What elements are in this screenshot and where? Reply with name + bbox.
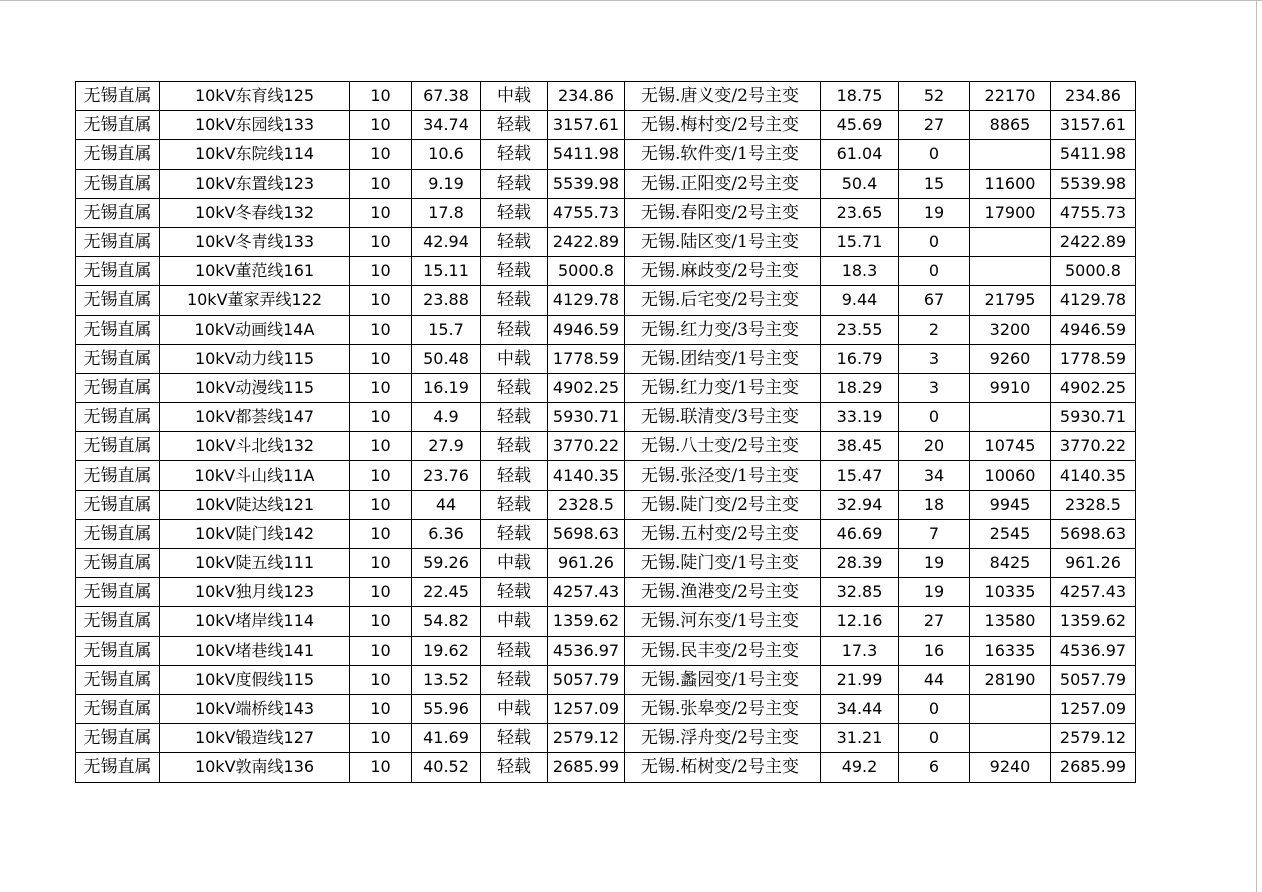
transformer-load-rate-cell: 18.29 bbox=[821, 373, 899, 402]
region-cell: 无锡直属 bbox=[76, 607, 160, 636]
table-row bbox=[76, 403, 1136, 432]
user-count-cell: 34 bbox=[899, 461, 970, 490]
available-capacity-cell: 234.86 bbox=[1051, 82, 1136, 111]
capacity-cell: 11600 bbox=[970, 169, 1051, 198]
voltage-cell: 10 bbox=[350, 169, 412, 198]
load-status-cell: 轻载 bbox=[481, 724, 548, 753]
load-rate-cell: 17.8 bbox=[412, 198, 481, 227]
voltage-cell: 10 bbox=[350, 665, 412, 694]
capacity-cell bbox=[970, 257, 1051, 286]
user-count-cell: 0 bbox=[899, 140, 970, 169]
capacity-cell: 2545 bbox=[970, 519, 1051, 548]
region-cell: 无锡直属 bbox=[76, 257, 160, 286]
load-rate-cell: 15.11 bbox=[412, 257, 481, 286]
spare-capacity-cell: 3770.22 bbox=[548, 432, 625, 461]
spare-capacity-cell: 234.86 bbox=[548, 82, 625, 111]
table-row bbox=[76, 724, 1136, 753]
voltage-cell: 10 bbox=[350, 607, 412, 636]
load-rate-cell: 44 bbox=[412, 490, 481, 519]
transformer-load-rate-cell: 12.16 bbox=[821, 607, 899, 636]
capacity-cell: 21795 bbox=[970, 286, 1051, 315]
load-rate-cell: 55.96 bbox=[412, 694, 481, 723]
load-status-cell: 中载 bbox=[481, 607, 548, 636]
line-name-cell: 10kV陡门线142 bbox=[160, 519, 350, 548]
spare-capacity-cell: 4129.78 bbox=[548, 286, 625, 315]
substation-transformer-cell: 无锡.唐义变/2号主变 bbox=[625, 82, 821, 111]
substation-transformer-cell: 无锡.柘树变/2号主变 bbox=[625, 753, 821, 782]
available-capacity-cell: 2685.99 bbox=[1051, 753, 1136, 782]
user-count-cell: 0 bbox=[899, 724, 970, 753]
line-name-cell: 10kV锻造线127 bbox=[160, 724, 350, 753]
transformer-load-rate-cell: 18.75 bbox=[821, 82, 899, 111]
voltage-cell: 10 bbox=[350, 403, 412, 432]
spare-capacity-cell: 4946.59 bbox=[548, 315, 625, 344]
substation-transformer-cell: 无锡.陡门变/1号主变 bbox=[625, 549, 821, 578]
load-rate-cell: 15.7 bbox=[412, 315, 481, 344]
table-row bbox=[76, 227, 1136, 256]
available-capacity-cell: 4140.35 bbox=[1051, 461, 1136, 490]
voltage-cell: 10 bbox=[350, 198, 412, 227]
user-count-cell: 0 bbox=[899, 227, 970, 256]
region-cell: 无锡直属 bbox=[76, 286, 160, 315]
spare-capacity-cell: 2328.5 bbox=[548, 490, 625, 519]
voltage-cell: 10 bbox=[350, 549, 412, 578]
voltage-cell: 10 bbox=[350, 227, 412, 256]
load-rate-cell: 9.19 bbox=[412, 169, 481, 198]
substation-transformer-cell: 无锡.张皋变/2号主变 bbox=[625, 694, 821, 723]
line-name-cell: 10kV东园线133 bbox=[160, 111, 350, 140]
table-row bbox=[76, 286, 1136, 315]
spare-capacity-cell: 5000.8 bbox=[548, 257, 625, 286]
table-row bbox=[76, 753, 1136, 782]
line-name-cell: 10kV端桥线143 bbox=[160, 694, 350, 723]
available-capacity-cell: 5000.8 bbox=[1051, 257, 1136, 286]
substation-transformer-cell: 无锡.五村变/2号主变 bbox=[625, 519, 821, 548]
region-cell: 无锡直属 bbox=[76, 578, 160, 607]
load-status-cell: 轻载 bbox=[481, 432, 548, 461]
line-name-cell: 10kV冬青线133 bbox=[160, 227, 350, 256]
transformer-load-rate-cell: 33.19 bbox=[821, 403, 899, 432]
substation-transformer-cell: 无锡.陡门变/2号主变 bbox=[625, 490, 821, 519]
capacity-cell: 22170 bbox=[970, 82, 1051, 111]
available-capacity-cell: 3157.61 bbox=[1051, 111, 1136, 140]
available-capacity-cell: 5411.98 bbox=[1051, 140, 1136, 169]
user-count-cell: 19 bbox=[899, 578, 970, 607]
substation-transformer-cell: 无锡.河东变/1号主变 bbox=[625, 607, 821, 636]
substation-transformer-cell: 无锡.民丰变/2号主变 bbox=[625, 636, 821, 665]
available-capacity-cell: 1359.62 bbox=[1051, 607, 1136, 636]
load-status-cell: 轻载 bbox=[481, 461, 548, 490]
spare-capacity-cell: 4755.73 bbox=[548, 198, 625, 227]
user-count-cell: 2 bbox=[899, 315, 970, 344]
spare-capacity-cell: 2579.12 bbox=[548, 724, 625, 753]
line-name-cell: 10kV动力线115 bbox=[160, 344, 350, 373]
load-rate-cell: 4.9 bbox=[412, 403, 481, 432]
region-cell: 无锡直属 bbox=[76, 519, 160, 548]
load-rate-cell: 10.6 bbox=[412, 140, 481, 169]
transformer-load-rate-cell: 49.2 bbox=[821, 753, 899, 782]
load-rate-cell: 19.62 bbox=[412, 636, 481, 665]
load-rate-cell: 6.36 bbox=[412, 519, 481, 548]
spare-capacity-cell: 1257.09 bbox=[548, 694, 625, 723]
substation-transformer-cell: 无锡.张泾变/1号主变 bbox=[625, 461, 821, 490]
substation-transformer-cell: 无锡.联清变/3号主变 bbox=[625, 403, 821, 432]
load-status-cell: 轻载 bbox=[481, 403, 548, 432]
user-count-cell: 27 bbox=[899, 607, 970, 636]
transformer-load-rate-cell: 50.4 bbox=[821, 169, 899, 198]
line-name-cell: 10kV董家弄线122 bbox=[160, 286, 350, 315]
capacity-cell bbox=[970, 227, 1051, 256]
capacity-cell bbox=[970, 694, 1051, 723]
load-rate-cell: 50.48 bbox=[412, 344, 481, 373]
substation-transformer-cell: 无锡.浮舟变/2号主变 bbox=[625, 724, 821, 753]
spare-capacity-cell: 2685.99 bbox=[548, 753, 625, 782]
available-capacity-cell: 1257.09 bbox=[1051, 694, 1136, 723]
table-row bbox=[76, 461, 1136, 490]
load-status-cell: 轻载 bbox=[481, 198, 548, 227]
available-capacity-cell: 4536.97 bbox=[1051, 636, 1136, 665]
spare-capacity-cell: 4140.35 bbox=[548, 461, 625, 490]
load-status-cell: 轻载 bbox=[481, 111, 548, 140]
line-name-cell: 10kV东育线125 bbox=[160, 82, 350, 111]
capacity-cell: 16335 bbox=[970, 636, 1051, 665]
transformer-load-rate-cell: 46.69 bbox=[821, 519, 899, 548]
region-cell: 无锡直属 bbox=[76, 665, 160, 694]
user-count-cell: 52 bbox=[899, 82, 970, 111]
table-row bbox=[76, 578, 1136, 607]
transformer-load-rate-cell: 28.39 bbox=[821, 549, 899, 578]
voltage-cell: 10 bbox=[350, 578, 412, 607]
capacity-cell: 8865 bbox=[970, 111, 1051, 140]
transformer-load-rate-cell: 9.44 bbox=[821, 286, 899, 315]
spare-capacity-cell: 3157.61 bbox=[548, 111, 625, 140]
transformer-load-rate-cell: 34.44 bbox=[821, 694, 899, 723]
table-row bbox=[76, 344, 1136, 373]
table-row bbox=[76, 636, 1136, 665]
voltage-cell: 10 bbox=[350, 140, 412, 169]
load-status-cell: 轻载 bbox=[481, 140, 548, 169]
load-rate-cell: 54.82 bbox=[412, 607, 481, 636]
region-cell: 无锡直属 bbox=[76, 636, 160, 665]
line-name-cell: 10kV东置线123 bbox=[160, 169, 350, 198]
line-name-cell: 10kV董范线161 bbox=[160, 257, 350, 286]
substation-transformer-cell: 无锡.麻歧变/2号主变 bbox=[625, 257, 821, 286]
user-count-cell: 20 bbox=[899, 432, 970, 461]
region-cell: 无锡直属 bbox=[76, 140, 160, 169]
region-cell: 无锡直属 bbox=[76, 432, 160, 461]
available-capacity-cell: 1778.59 bbox=[1051, 344, 1136, 373]
voltage-cell: 10 bbox=[350, 636, 412, 665]
substation-transformer-cell: 无锡.梅村变/2号主变 bbox=[625, 111, 821, 140]
load-status-cell: 轻载 bbox=[481, 169, 548, 198]
available-capacity-cell: 4129.78 bbox=[1051, 286, 1136, 315]
region-cell: 无锡直属 bbox=[76, 315, 160, 344]
load-status-cell: 轻载 bbox=[481, 636, 548, 665]
spare-capacity-cell: 5930.71 bbox=[548, 403, 625, 432]
capacity-cell: 13580 bbox=[970, 607, 1051, 636]
load-rate-cell: 13.52 bbox=[412, 665, 481, 694]
load-rate-cell: 59.26 bbox=[412, 549, 481, 578]
region-cell: 无锡直属 bbox=[76, 694, 160, 723]
table-row bbox=[76, 315, 1136, 344]
region-cell: 无锡直属 bbox=[76, 82, 160, 111]
region-cell: 无锡直属 bbox=[76, 490, 160, 519]
available-capacity-cell: 5057.79 bbox=[1051, 665, 1136, 694]
table-row bbox=[76, 519, 1136, 548]
substation-transformer-cell: 无锡.后宅变/2号主变 bbox=[625, 286, 821, 315]
capacity-cell bbox=[970, 140, 1051, 169]
line-name-cell: 10kV陡达线121 bbox=[160, 490, 350, 519]
voltage-cell: 10 bbox=[350, 519, 412, 548]
load-status-cell: 轻载 bbox=[481, 665, 548, 694]
available-capacity-cell: 2422.89 bbox=[1051, 227, 1136, 256]
available-capacity-cell: 4946.59 bbox=[1051, 315, 1136, 344]
transformer-load-rate-cell: 45.69 bbox=[821, 111, 899, 140]
user-count-cell: 0 bbox=[899, 403, 970, 432]
transformer-load-rate-cell: 32.85 bbox=[821, 578, 899, 607]
spare-capacity-cell: 5411.98 bbox=[548, 140, 625, 169]
load-status-cell: 轻载 bbox=[481, 315, 548, 344]
capacity-cell: 17900 bbox=[970, 198, 1051, 227]
user-count-cell: 16 bbox=[899, 636, 970, 665]
region-cell: 无锡直属 bbox=[76, 111, 160, 140]
capacity-cell: 9240 bbox=[970, 753, 1051, 782]
load-rate-cell: 23.76 bbox=[412, 461, 481, 490]
capacity-cell: 10335 bbox=[970, 578, 1051, 607]
region-cell: 无锡直属 bbox=[76, 724, 160, 753]
voltage-cell: 10 bbox=[350, 373, 412, 402]
region-cell: 无锡直属 bbox=[76, 169, 160, 198]
region-cell: 无锡直属 bbox=[76, 461, 160, 490]
line-name-cell: 10kV度假线115 bbox=[160, 665, 350, 694]
capacity-cell: 28190 bbox=[970, 665, 1051, 694]
table-row bbox=[76, 373, 1136, 402]
available-capacity-cell: 4257.43 bbox=[1051, 578, 1136, 607]
region-cell: 无锡直属 bbox=[76, 753, 160, 782]
table-row bbox=[76, 82, 1136, 111]
available-capacity-cell: 5698.63 bbox=[1051, 519, 1136, 548]
load-status-cell: 轻载 bbox=[481, 490, 548, 519]
table-row bbox=[76, 257, 1136, 286]
capacity-cell: 10060 bbox=[970, 461, 1051, 490]
load-status-cell: 轻载 bbox=[481, 578, 548, 607]
voltage-cell: 10 bbox=[350, 257, 412, 286]
voltage-cell: 10 bbox=[350, 82, 412, 111]
line-name-cell: 10kV斗北线132 bbox=[160, 432, 350, 461]
table-row bbox=[76, 111, 1136, 140]
load-status-cell: 轻载 bbox=[481, 373, 548, 402]
capacity-cell: 9945 bbox=[970, 490, 1051, 519]
table-row bbox=[76, 549, 1136, 578]
load-rate-cell: 42.94 bbox=[412, 227, 481, 256]
region-cell: 无锡直属 bbox=[76, 373, 160, 402]
transformer-load-rate-cell: 31.21 bbox=[821, 724, 899, 753]
table-row bbox=[76, 140, 1136, 169]
spare-capacity-cell: 5539.98 bbox=[548, 169, 625, 198]
line-name-cell: 10kV堵巷线141 bbox=[160, 636, 350, 665]
load-status-cell: 中载 bbox=[481, 344, 548, 373]
table-row bbox=[76, 432, 1136, 461]
load-rate-cell: 41.69 bbox=[412, 724, 481, 753]
transformer-load-rate-cell: 21.99 bbox=[821, 665, 899, 694]
user-count-cell: 3 bbox=[899, 344, 970, 373]
user-count-cell: 19 bbox=[899, 198, 970, 227]
transformer-load-rate-cell: 18.3 bbox=[821, 257, 899, 286]
load-rate-cell: 40.52 bbox=[412, 753, 481, 782]
spare-capacity-cell: 1778.59 bbox=[548, 344, 625, 373]
user-count-cell: 6 bbox=[899, 753, 970, 782]
voltage-cell: 10 bbox=[350, 315, 412, 344]
table-row bbox=[76, 490, 1136, 519]
line-name-cell: 10kV东院线114 bbox=[160, 140, 350, 169]
capacity-cell: 3200 bbox=[970, 315, 1051, 344]
line-name-cell: 10kV陡五线111 bbox=[160, 549, 350, 578]
region-cell: 无锡直属 bbox=[76, 344, 160, 373]
line-name-cell: 10kV都荟线147 bbox=[160, 403, 350, 432]
available-capacity-cell: 4755.73 bbox=[1051, 198, 1136, 227]
load-status-cell: 中载 bbox=[481, 549, 548, 578]
transformer-load-rate-cell: 23.65 bbox=[821, 198, 899, 227]
voltage-cell: 10 bbox=[350, 724, 412, 753]
load-status-cell: 轻载 bbox=[481, 227, 548, 256]
spare-capacity-cell: 4257.43 bbox=[548, 578, 625, 607]
load-status-cell: 轻载 bbox=[481, 753, 548, 782]
voltage-cell: 10 bbox=[350, 111, 412, 140]
capacity-cell: 9910 bbox=[970, 373, 1051, 402]
capacity-cell bbox=[970, 724, 1051, 753]
capacity-cell: 9260 bbox=[970, 344, 1051, 373]
user-count-cell: 0 bbox=[899, 694, 970, 723]
transformer-load-rate-cell: 16.79 bbox=[821, 344, 899, 373]
spare-capacity-cell: 5698.63 bbox=[548, 519, 625, 548]
region-cell: 无锡直属 bbox=[76, 198, 160, 227]
line-name-cell: 10kV冬春线132 bbox=[160, 198, 350, 227]
transformer-load-rate-cell: 17.3 bbox=[821, 636, 899, 665]
transformer-load-rate-cell: 15.47 bbox=[821, 461, 899, 490]
user-count-cell: 3 bbox=[899, 373, 970, 402]
spare-capacity-cell: 961.26 bbox=[548, 549, 625, 578]
load-rate-cell: 34.74 bbox=[412, 111, 481, 140]
user-count-cell: 44 bbox=[899, 665, 970, 694]
substation-transformer-cell: 无锡.红力变/3号主变 bbox=[625, 315, 821, 344]
user-count-cell: 7 bbox=[899, 519, 970, 548]
page-top-border bbox=[0, 0, 1262, 1]
voltage-cell: 10 bbox=[350, 753, 412, 782]
voltage-cell: 10 bbox=[350, 432, 412, 461]
available-capacity-cell: 2328.5 bbox=[1051, 490, 1136, 519]
voltage-cell: 10 bbox=[350, 344, 412, 373]
feeder-load-table bbox=[75, 81, 1136, 783]
table-row bbox=[76, 665, 1136, 694]
load-status-cell: 轻载 bbox=[481, 257, 548, 286]
load-status-cell: 中载 bbox=[481, 82, 548, 111]
user-count-cell: 67 bbox=[899, 286, 970, 315]
spare-capacity-cell: 2422.89 bbox=[548, 227, 625, 256]
substation-transformer-cell: 无锡.春阳变/2号主变 bbox=[625, 198, 821, 227]
line-name-cell: 10kV独月线123 bbox=[160, 578, 350, 607]
spare-capacity-cell: 5057.79 bbox=[548, 665, 625, 694]
page-right-border bbox=[1256, 0, 1257, 892]
transformer-load-rate-cell: 38.45 bbox=[821, 432, 899, 461]
line-name-cell: 10kV堵岸线114 bbox=[160, 607, 350, 636]
available-capacity-cell: 961.26 bbox=[1051, 549, 1136, 578]
load-rate-cell: 22.45 bbox=[412, 578, 481, 607]
available-capacity-cell: 5539.98 bbox=[1051, 169, 1136, 198]
data-sheet bbox=[75, 81, 1136, 783]
line-name-cell: 10kV敦南线136 bbox=[160, 753, 350, 782]
voltage-cell: 10 bbox=[350, 286, 412, 315]
transformer-load-rate-cell: 23.55 bbox=[821, 315, 899, 344]
substation-transformer-cell: 无锡.红力变/1号主变 bbox=[625, 373, 821, 402]
user-count-cell: 19 bbox=[899, 549, 970, 578]
transformer-load-rate-cell: 15.71 bbox=[821, 227, 899, 256]
region-cell: 无锡直属 bbox=[76, 227, 160, 256]
table-row bbox=[76, 169, 1136, 198]
substation-transformer-cell: 无锡.渔港变/2号主变 bbox=[625, 578, 821, 607]
substation-transformer-cell: 无锡.蠡园变/1号主变 bbox=[625, 665, 821, 694]
spare-capacity-cell: 4536.97 bbox=[548, 636, 625, 665]
user-count-cell: 0 bbox=[899, 257, 970, 286]
transformer-load-rate-cell: 32.94 bbox=[821, 490, 899, 519]
available-capacity-cell: 2579.12 bbox=[1051, 724, 1136, 753]
voltage-cell: 10 bbox=[350, 694, 412, 723]
region-cell: 无锡直属 bbox=[76, 549, 160, 578]
substation-transformer-cell: 无锡.八士变/2号主变 bbox=[625, 432, 821, 461]
capacity-cell bbox=[970, 403, 1051, 432]
available-capacity-cell: 3770.22 bbox=[1051, 432, 1136, 461]
table-body bbox=[76, 82, 1136, 783]
substation-transformer-cell: 无锡.团结变/1号主变 bbox=[625, 344, 821, 373]
user-count-cell: 18 bbox=[899, 490, 970, 519]
load-rate-cell: 23.88 bbox=[412, 286, 481, 315]
table-row bbox=[76, 198, 1136, 227]
spare-capacity-cell: 4902.25 bbox=[548, 373, 625, 402]
line-name-cell: 10kV动漫线115 bbox=[160, 373, 350, 402]
table-row bbox=[76, 607, 1136, 636]
load-rate-cell: 16.19 bbox=[412, 373, 481, 402]
load-status-cell: 轻载 bbox=[481, 519, 548, 548]
user-count-cell: 15 bbox=[899, 169, 970, 198]
substation-transformer-cell: 无锡.陆区变/1号主变 bbox=[625, 227, 821, 256]
line-name-cell: 10kV动画线14A bbox=[160, 315, 350, 344]
line-name-cell: 10kV斗山线11A bbox=[160, 461, 350, 490]
user-count-cell: 27 bbox=[899, 111, 970, 140]
substation-transformer-cell: 无锡.正阳变/2号主变 bbox=[625, 169, 821, 198]
table-row bbox=[76, 694, 1136, 723]
load-status-cell: 中载 bbox=[481, 694, 548, 723]
transformer-load-rate-cell: 61.04 bbox=[821, 140, 899, 169]
load-rate-cell: 27.9 bbox=[412, 432, 481, 461]
available-capacity-cell: 5930.71 bbox=[1051, 403, 1136, 432]
substation-transformer-cell: 无锡.软件变/1号主变 bbox=[625, 140, 821, 169]
capacity-cell: 8425 bbox=[970, 549, 1051, 578]
spare-capacity-cell: 1359.62 bbox=[548, 607, 625, 636]
capacity-cell: 10745 bbox=[970, 432, 1051, 461]
voltage-cell: 10 bbox=[350, 461, 412, 490]
region-cell: 无锡直属 bbox=[76, 403, 160, 432]
load-rate-cell: 67.38 bbox=[412, 82, 481, 111]
voltage-cell: 10 bbox=[350, 490, 412, 519]
available-capacity-cell: 4902.25 bbox=[1051, 373, 1136, 402]
load-status-cell: 轻载 bbox=[481, 286, 548, 315]
